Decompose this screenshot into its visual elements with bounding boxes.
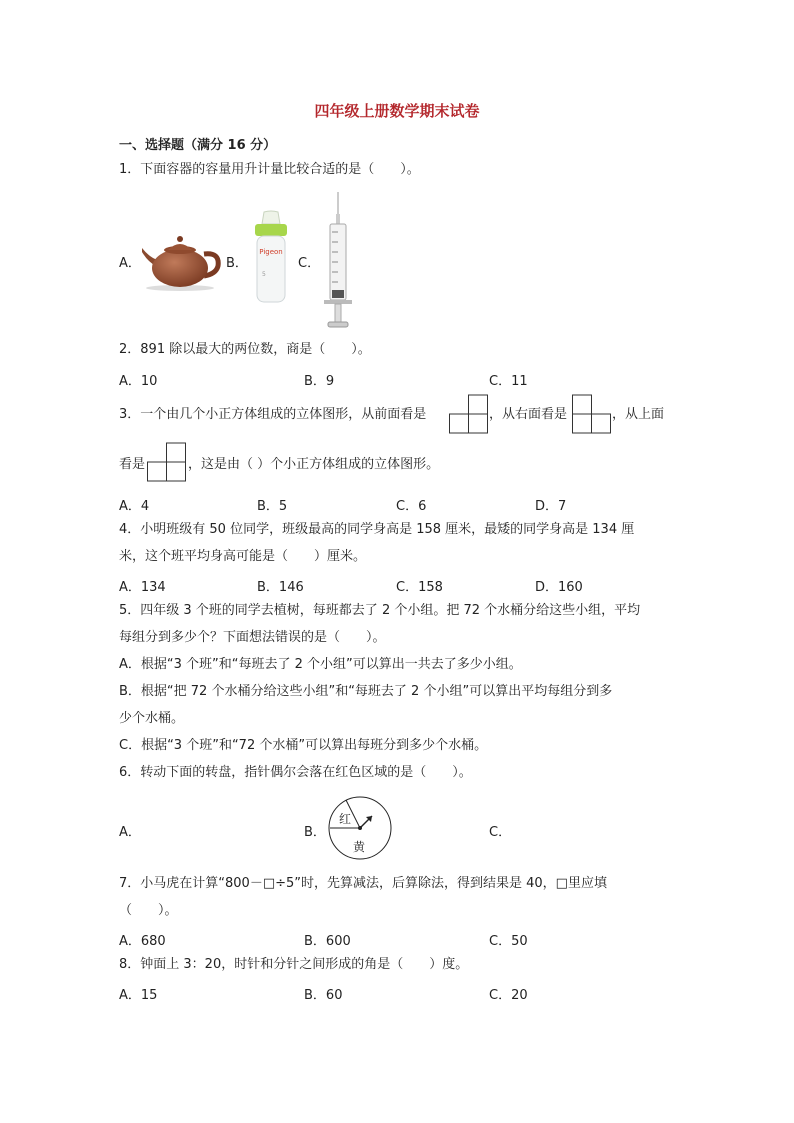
bottle-brand-text: Pigeon [259,248,283,256]
question-6-option-b: B． [304,825,326,840]
question-7-option-c: C．50 [489,934,528,949]
question-3-option-a: A．4 [119,499,150,514]
bottle-mark: 5 [262,271,266,278]
question-6-option-a: A． [119,825,141,840]
question-5-line-2: 每组分到多少个？下面想法错误的是（ ）。 [119,630,386,645]
top-view-figure [147,442,187,482]
question-8-text: 8．钟面上 3：20，时针和分针之间形成的角是（ ）度。 [119,957,469,972]
question-2-option-a: A．10 [119,374,158,389]
question-2-option-c: C．11 [489,374,528,389]
question-3-text-e: ，这是由（ ）个小正方体组成的立体图形。 [188,457,440,472]
question-4-option-c: C．158 [396,580,443,595]
page-title: 四年级上册数学期末试卷 [314,102,480,120]
question-7-option-a: A．680 [119,934,166,949]
question-4-line-2: 米，这个班平均身高可能是（ ）厘米。 [119,549,367,564]
question-2-text: 2．891 除以最大的两位数，商是（ ）。 [119,342,371,357]
spinner-label-yellow: 黄 [353,840,366,854]
question-8-option-c: C．20 [489,988,528,1003]
section-heading: 一、选择题（满分 16 分） [119,138,277,153]
front-view-figure [449,394,489,434]
question-1-text: 1．下面容器的容量用升计量比较合适的是（ ）。 [119,162,420,177]
question-2-option-b: B．9 [304,374,335,389]
question-3-option-b: B．5 [257,499,288,514]
question-1-option-b: B． [226,256,248,271]
question-4-option-d: D．160 [535,580,583,595]
question-4-option-a: A．134 [119,580,166,595]
question-7-line-1: 7．小马虎在计算“800－□÷5”时，先算减法，后算除法，得到结果是 40，□里应填 [119,876,607,891]
baby-bottle-icon [250,210,292,306]
question-3-text-d: 看是 [119,457,146,472]
question-1-option-c: C． [298,256,321,271]
question-5-line-1: 5．四年级 3 个班的同学去植树，每班都去了 2 个小组。把 72 个水桶分给这些小组，平均 [119,603,641,618]
question-8-option-a: A．15 [119,988,158,1003]
question-6-text: 6．转动下面的转盘，指针偶尔会落在红色区域的是（ ）。 [119,765,472,780]
question-7-line-2: （ ）。 [119,903,178,918]
spinner-label-red: 红 [339,812,352,826]
right-view-figure [572,394,612,434]
question-4-option-b: B．146 [257,580,304,595]
question-5-option-b-line-2: 少个水桶。 [119,711,185,726]
question-6-option-c: C． [489,825,512,840]
question-7-option-b: B．600 [304,934,351,949]
spinner-figure [326,796,394,860]
question-3-text-c: ，从上面 [612,407,665,422]
question-8-option-b: B．60 [304,988,343,1003]
question-4-line-1: 4．小明班级有 50 位同学，班级最高的同学身高是 158 厘米，最矮的同学身高是 134 厘 [119,522,635,537]
question-5-option-b-line-1: B．根据“把 72 个水桶分给这些小组”和“每班去了 2 个小组”可以算出平均每组分到多 [119,684,613,699]
question-3-text-a: 3．一个由几个小正方体组成的立体图形，从前面看是 [119,407,427,422]
question-5-option-c: C．根据“3 个班”和“72 个水桶”可以算出每班分到多少个水桶。 [119,738,488,753]
question-3-option-d: D．7 [535,499,567,514]
question-5-option-a: A．根据“3 个班”和“每班去了 2 个小组”可以算出一共去了多少小组。 [119,657,522,672]
question-1-option-a: A． [119,256,141,271]
syringe-icon [322,190,354,330]
question-3-text-b: ，从右面看是 [489,407,568,422]
question-3-option-c: C．6 [396,499,427,514]
teapot-icon [134,228,226,290]
